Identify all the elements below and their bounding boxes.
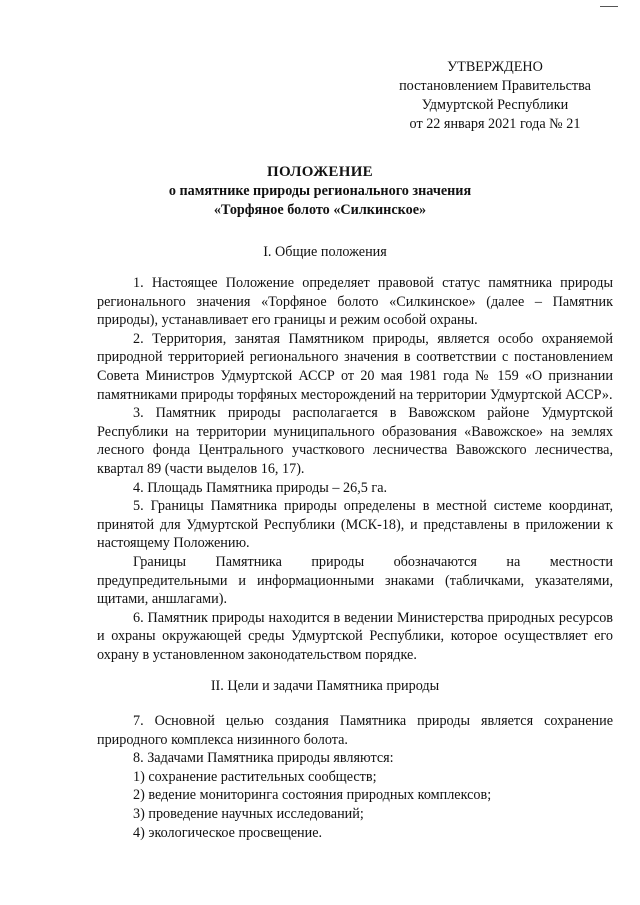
approval-line: постановлением Правительства xyxy=(399,78,591,94)
paragraph: 5. Границы Памятника природы определены в местной системе координат, принятой для Удмуртской Республики (МСК-18), и представлены в приложении к настоящему Положению. xyxy=(97,498,613,552)
list-item: 4) экологическое просвещение. xyxy=(133,824,323,841)
title-subtitle: о памятнике природы регионального значения xyxy=(168,183,472,199)
title-subtitle: «Торфяное болото «Силкинское» xyxy=(213,202,427,218)
section-body-2 xyxy=(97,712,613,842)
document-title xyxy=(60,163,580,220)
paragraph: 3. Памятник природы располагается в Вавожском районе Удмуртской Республики на территории муниципального образования «Вавожское» на землях лесного фонда Центрального участкового лесничества Вавожского лесничества, квартал 89 (части выделов 16, 17). xyxy=(97,405,613,477)
approval-date: от 22 января 2021 года № 21 xyxy=(409,116,581,132)
corner-mark xyxy=(600,6,618,7)
paragraph: 7. Основной целью создания Памятника природы является сохранение природного комплекса низинного болота. xyxy=(97,713,613,748)
title-main: ПОЛОЖЕНИЕ xyxy=(267,164,373,180)
paragraph: 4. Площадь Памятника природы – 26,5 га. xyxy=(133,479,388,496)
paragraph: 2. Территория, занятая Памятником природы, является особо охраняемой природной территорией регионального значения в соответствии с постановлением Совета Министров Удмуртской АССР от 20 мая 1981 года № 159 «О признании памятниками природы торфяных месторождений на территории Удмуртской АССР». xyxy=(97,330,613,403)
list-item: 3) проведение научных исследований; xyxy=(133,805,364,822)
list-item: 2) ведение мониторинга состояния природных комплексов; xyxy=(133,787,492,804)
approval-stamp xyxy=(390,58,600,134)
approval-title: УТВЕРЖДЕНО xyxy=(447,59,543,75)
list-item: 1) сохранение растительных сообществ; xyxy=(133,768,377,785)
paragraph: Границы Памятника природы обозначаются на местности предупредительными и информационными знаками (табличками, указателями, щитами, аншлагами). xyxy=(97,553,613,608)
section-heading-1: I. Общие положения xyxy=(263,244,387,260)
paragraph: 6. Памятник природы находится в ведении Министерства природных ресурсов и охраны окружающей среды Удмуртской Республики, которое осуществляет его охрану в установленном законодательством порядке. xyxy=(97,609,613,663)
list-intro: 8. Задачами Памятника природы являются: xyxy=(133,750,394,767)
paragraph: 1. Настоящее Положение определяет правовой статус памятника природы регионального значения «Торфяное болото «Силкинское» (далее – Памятник природы), устанавливает его границы и режим особой охраны. xyxy=(97,275,613,329)
section-heading-2: II. Цели и задачи Памятника природы xyxy=(210,678,440,694)
section-body-1 xyxy=(97,274,613,664)
approval-line: Удмуртской Республики xyxy=(421,97,569,113)
